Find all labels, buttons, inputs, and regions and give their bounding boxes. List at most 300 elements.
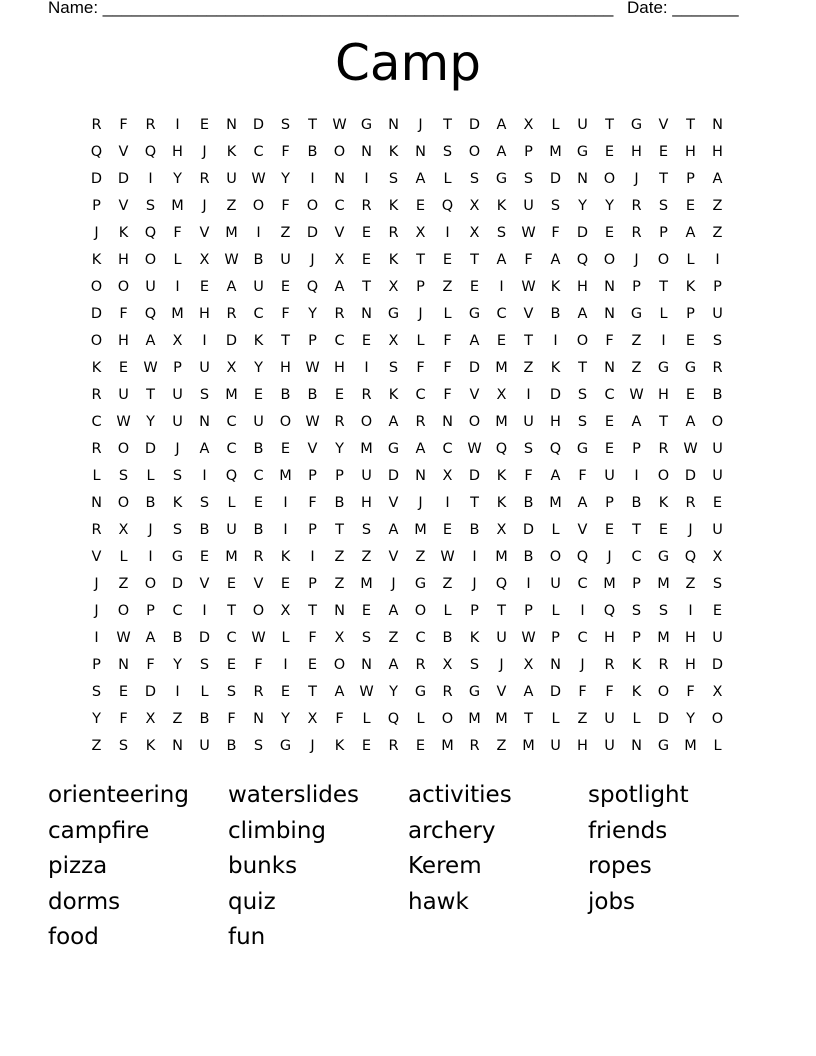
grid-letter: I (256, 224, 261, 241)
grid-letter: Q (441, 197, 454, 214)
grid-letter: O (414, 602, 427, 619)
grid-letter: D (198, 629, 211, 646)
grid-letter: E (361, 332, 372, 349)
grid-letter: Q (90, 143, 103, 160)
grid-letter: A (550, 467, 561, 484)
grid-letter: Y (281, 170, 290, 187)
grid-letter: L (200, 683, 209, 700)
grid-letter: O (306, 197, 319, 214)
grid-letter: J (202, 143, 207, 160)
grid-letter: I (580, 602, 585, 619)
grid-letter: N (361, 143, 372, 160)
grid-letter: E (226, 575, 237, 592)
grid-letter: I (364, 359, 369, 376)
grid-letter: U (118, 386, 129, 403)
grid-letter: B (550, 305, 561, 322)
grid-letter: T (227, 602, 236, 619)
grid-letter: A (199, 440, 210, 457)
grid-letter: Y (281, 710, 290, 727)
grid-letter: M (549, 494, 562, 511)
grid-letter: C (253, 467, 264, 484)
word-list-item: food (48, 924, 99, 950)
grid-letter: D (684, 467, 697, 484)
grid-letter: R (658, 440, 669, 457)
grid-letter: H (172, 143, 183, 160)
grid-letter: T (308, 683, 317, 700)
grid-letter: T (578, 359, 587, 376)
grid-letter: N (253, 710, 264, 727)
grid-letter: O (252, 602, 265, 619)
grid-letter: H (685, 629, 696, 646)
grid-letter: G (414, 683, 427, 700)
word-list-item: dorms (48, 888, 121, 915)
grid-letter: W (116, 629, 131, 646)
grid-letter: I (148, 548, 153, 565)
grid-letter: B (307, 386, 318, 403)
grid-letter: I (553, 332, 558, 349)
grid-letter: N (712, 116, 723, 133)
grid-letter: R (415, 413, 426, 430)
grid-letter: Z (118, 575, 129, 592)
grid-letter: X (712, 683, 723, 700)
grid-letter: N (442, 413, 453, 430)
grid-letter: K (118, 224, 129, 241)
grid-letter: N (604, 359, 615, 376)
grid-letter: N (388, 116, 399, 133)
grid-letter: I (283, 656, 288, 673)
grid-letter: J (418, 116, 423, 133)
grid-letter: C (415, 629, 426, 646)
grid-letter: G (576, 440, 589, 457)
grid-letter: F (578, 467, 587, 484)
grid-letter: T (308, 116, 317, 133)
grid-letter: T (524, 332, 533, 349)
word-list-item: climbing (228, 817, 326, 844)
grid-letter: C (172, 602, 183, 619)
grid-letter: J (607, 548, 612, 565)
grid-letter: Q (225, 467, 238, 484)
grid-letter: R (334, 413, 345, 430)
grid-letter: I (94, 629, 99, 646)
grid-letter: I (634, 467, 639, 484)
grid-letter: E (604, 143, 615, 160)
grid-letter: I (148, 170, 153, 187)
grid-letter: V (199, 224, 210, 241)
grid-letter: V (577, 521, 588, 538)
grid-letter: Q (387, 710, 400, 727)
grid-letter: P (146, 602, 155, 619)
grid-letter: U (712, 440, 723, 457)
grid-letter: M (657, 575, 670, 592)
grid-letter: Y (92, 710, 101, 727)
grid-letter: D (171, 575, 184, 592)
grid-letter: V (253, 575, 264, 592)
grid-letter: I (283, 521, 288, 538)
grid-letter: Q (576, 548, 589, 565)
header-line (48, 0, 748, 19)
grid-letter: Z (226, 197, 237, 214)
grid-letter: F (281, 197, 290, 214)
grid-letter: R (361, 197, 372, 214)
grid-letter: I (526, 386, 531, 403)
grid-letter: Q (495, 440, 508, 457)
grid-letter: V (388, 548, 399, 565)
grid-letter: I (526, 575, 531, 592)
grid-letter: I (175, 683, 180, 700)
grid-letter: Q (576, 251, 589, 268)
grid-letter: V (523, 305, 534, 322)
grid-letter: G (657, 737, 670, 754)
grid-letter: E (415, 737, 426, 754)
grid-letter: M (441, 737, 454, 754)
grid-letter: W (143, 359, 158, 376)
grid-letter: E (226, 656, 237, 673)
grid-letter: U (712, 467, 723, 484)
grid-letter: N (226, 116, 237, 133)
grid-letter: P (308, 575, 317, 592)
grid-letter: J (202, 197, 207, 214)
grid-letter: H (550, 413, 561, 430)
grid-letter: W (116, 413, 131, 430)
grid-letter: O (576, 332, 589, 349)
grid-letter: Y (146, 413, 155, 430)
grid-letter: F (551, 224, 560, 241)
grid-letter: L (227, 494, 236, 511)
grid-letter: K (388, 386, 399, 403)
grid-letter: E (118, 359, 129, 376)
grid-letter: E (253, 386, 264, 403)
grid-letter: Z (334, 548, 345, 565)
grid-letter: X (334, 251, 345, 268)
grid-letter: P (335, 467, 344, 484)
grid-letter: Y (254, 359, 263, 376)
grid-letter: S (199, 656, 210, 673)
grid-letter: U (712, 521, 723, 538)
grid-letter: S (658, 602, 669, 619)
grid-letter: S (91, 683, 102, 700)
grid-letter: L (443, 170, 452, 187)
grid-letter: S (469, 656, 480, 673)
grid-letter: J (94, 575, 99, 592)
grid-letter: A (334, 278, 345, 295)
grid-letter: T (686, 116, 695, 133)
grid-letter: B (199, 521, 210, 538)
grid-letter: X (496, 386, 507, 403)
grid-letter: U (523, 197, 534, 214)
grid-letter: J (175, 440, 180, 457)
letter-grid (83, 111, 731, 759)
grid-letter: B (334, 494, 345, 511)
grid-letter: D (576, 224, 589, 241)
grid-letter: G (387, 305, 400, 322)
grid-letter: U (172, 413, 183, 430)
grid-letter: O (144, 575, 157, 592)
grid-letter: H (685, 143, 696, 160)
grid-letter: P (416, 278, 425, 295)
grid-letter: B (469, 521, 480, 538)
grid-letter: S (577, 413, 588, 430)
grid-letter: U (280, 251, 291, 268)
grid-letter: N (631, 737, 642, 754)
grid-letter: A (145, 332, 156, 349)
grid-letter: P (92, 656, 101, 673)
grid-letter: G (630, 116, 643, 133)
grid-letter: I (202, 602, 207, 619)
grid-letter: A (388, 602, 399, 619)
grid-letter: R (415, 656, 426, 673)
grid-letter: E (415, 197, 426, 214)
grid-letter: U (199, 737, 210, 754)
grid-letter: B (523, 494, 534, 511)
grid-letter: A (469, 332, 480, 349)
grid-letter: N (361, 656, 372, 673)
grid-letter: W (629, 386, 644, 403)
grid-letter: Q (144, 224, 157, 241)
grid-letter: S (388, 170, 399, 187)
grid-letter: K (496, 494, 507, 511)
grid-letter: L (119, 548, 128, 565)
grid-letter: R (91, 521, 102, 538)
grid-letter: F (416, 359, 425, 376)
grid-letter: U (145, 278, 156, 295)
grid-letter: J (94, 602, 99, 619)
grid-letter: V (91, 548, 102, 565)
grid-letter: Z (685, 575, 696, 592)
grid-letter: U (604, 737, 615, 754)
word-list-item: ropes (588, 853, 652, 879)
grid-letter: O (333, 656, 346, 673)
grid-letter: A (496, 143, 507, 160)
grid-letter: N (604, 305, 615, 322)
grid-letter: J (391, 575, 396, 592)
grid-letter: X (469, 197, 480, 214)
grid-letter: E (334, 386, 345, 403)
grid-letter: Z (577, 710, 588, 727)
grid-letter: T (335, 521, 344, 538)
grid-letter: E (253, 494, 264, 511)
grid-letter: M (360, 440, 373, 457)
grid-letter: C (496, 305, 507, 322)
grid-letter: S (442, 143, 453, 160)
grid-letter: R (226, 305, 237, 322)
grid-letter: U (199, 359, 210, 376)
grid-letter: D (90, 170, 103, 187)
grid-letter: D (522, 521, 535, 538)
grid-letter: O (279, 413, 292, 430)
grid-letter: Z (496, 737, 507, 754)
grid-letter: A (523, 683, 534, 700)
grid-letter: M (171, 197, 184, 214)
grid-letter: C (631, 548, 642, 565)
grid-letter: P (632, 440, 641, 457)
name-field[interactable]: Name: ______________________________________________________ (48, 0, 614, 17)
grid-letter: C (577, 629, 588, 646)
grid-letter: U (253, 413, 264, 430)
grid-letter: K (496, 467, 507, 484)
grid-letter: O (468, 413, 481, 430)
grid-letter: W (440, 548, 455, 565)
grid-letter: M (495, 413, 508, 430)
grid-letter: W (521, 278, 536, 295)
grid-letter: D (387, 467, 400, 484)
grid-letter: C (577, 575, 588, 592)
grid-letter: M (171, 305, 184, 322)
grid-letter: E (280, 575, 291, 592)
grid-letter: O (657, 467, 670, 484)
grid-letter: K (388, 143, 399, 160)
grid-letter: E (199, 278, 210, 295)
grid-letter: H (280, 359, 291, 376)
grid-letter: X (523, 656, 534, 673)
grid-letter: D (549, 170, 562, 187)
grid-letter: D (468, 359, 481, 376)
grid-letter: R (388, 224, 399, 241)
grid-letter: S (172, 467, 183, 484)
grid-letter: T (308, 602, 317, 619)
grid-letter: E (496, 332, 507, 349)
grid-letter: E (712, 602, 723, 619)
grid-letter: Q (603, 602, 616, 619)
grid-letter: T (416, 251, 425, 268)
grid-letter: G (171, 548, 184, 565)
grid-letter: K (226, 143, 237, 160)
grid-letter: X (442, 467, 453, 484)
grid-letter: L (686, 251, 695, 268)
grid-letter: B (253, 440, 264, 457)
grid-letter: N (415, 467, 426, 484)
grid-letter: U (550, 575, 561, 592)
grid-letter: O (549, 548, 562, 565)
grid-letter: M (225, 224, 238, 241)
grid-letter: R (253, 548, 264, 565)
grid-letter: Y (605, 197, 614, 214)
grid-letter: P (551, 629, 560, 646)
grid-letter: W (251, 170, 266, 187)
grid-letter: L (416, 332, 425, 349)
grid-letter: K (550, 278, 561, 295)
grid-letter: K (253, 332, 264, 349)
word-list-item: archery (408, 817, 496, 844)
grid-letter: K (172, 494, 183, 511)
grid-letter: N (334, 602, 345, 619)
grid-letter: D (90, 305, 103, 322)
grid-letter: X (415, 224, 426, 241)
word-list-item: waterslides (228, 782, 360, 808)
grid-letter: F (443, 386, 452, 403)
grid-letter: R (361, 386, 372, 403)
grid-letter: G (279, 737, 292, 754)
grid-letter: R (604, 656, 615, 673)
grid-letter: P (308, 332, 317, 349)
grid-letter: H (658, 386, 669, 403)
grid-letter: B (172, 629, 183, 646)
grid-letter: P (632, 278, 641, 295)
grid-letter: H (118, 332, 129, 349)
grid-letter: N (334, 170, 345, 187)
word-list-item: jobs (588, 888, 636, 915)
grid-letter: K (91, 359, 102, 376)
grid-letter: I (310, 170, 315, 187)
grid-letter: C (253, 143, 264, 160)
grid-letter: T (146, 386, 155, 403)
grid-letter: M (468, 710, 481, 727)
grid-letter: O (711, 710, 724, 727)
grid-letter: Y (389, 683, 398, 700)
grid-letter: S (523, 440, 534, 457)
grid-letter: P (524, 602, 533, 619)
grid-letter: U (226, 521, 237, 538)
grid-letter: E (604, 521, 615, 538)
grid-letter: P (659, 224, 668, 241)
grid-letter: H (118, 251, 129, 268)
grid-letter: J (580, 656, 585, 673)
grid-letter: W (224, 251, 239, 268)
grid-letter: L (551, 710, 560, 727)
grid-letter: P (524, 143, 533, 160)
word-list-item: fun (228, 924, 266, 950)
grid-letter: L (362, 710, 371, 727)
grid-letter: W (332, 116, 347, 133)
grid-letter: B (145, 494, 156, 511)
grid-letter: Q (684, 548, 697, 565)
grid-letter: O (117, 494, 130, 511)
grid-letter: R (631, 197, 642, 214)
grid-letter: K (550, 359, 561, 376)
grid-letter: G (576, 143, 589, 160)
grid-letter: O (360, 413, 373, 430)
grid-letter: W (467, 440, 482, 457)
grid-letter: L (443, 305, 452, 322)
grid-letter: I (499, 278, 504, 295)
grid-letter: M (549, 143, 562, 160)
date-field[interactable]: Date: _______ (627, 0, 739, 17)
grid-letter: W (683, 440, 698, 457)
grid-letter: I (175, 278, 180, 295)
grid-letter: S (226, 683, 237, 700)
grid-letter: Z (442, 278, 453, 295)
grid-letter: S (577, 386, 588, 403)
grid-letter: S (199, 386, 210, 403)
grid-letter: N (199, 413, 210, 430)
word-list (48, 778, 768, 956)
grid-letter: X (172, 332, 183, 349)
grid-letter: E (361, 602, 372, 619)
grid-letter: G (684, 359, 697, 376)
grid-letter: U (550, 737, 561, 754)
grid-letter: A (388, 656, 399, 673)
grid-letter: E (280, 278, 291, 295)
grid-letter: A (631, 413, 642, 430)
grid-letter: K (631, 683, 642, 700)
grid-letter: O (468, 143, 481, 160)
grid-letter: M (225, 386, 238, 403)
grid-letter: B (523, 548, 534, 565)
grid-letter: A (577, 305, 588, 322)
grid-letter: R (334, 305, 345, 322)
grid-letter: T (632, 521, 641, 538)
grid-letter: N (172, 737, 183, 754)
grid-letter: U (226, 170, 237, 187)
grid-letter: N (604, 278, 615, 295)
grid-letter: F (578, 683, 587, 700)
grid-letter: A (388, 521, 399, 538)
grid-letter: M (414, 521, 427, 538)
grid-letter: D (144, 683, 157, 700)
grid-letter: B (631, 494, 642, 511)
grid-letter: U (172, 386, 183, 403)
grid-letter: J (418, 305, 423, 322)
grid-letter: P (308, 467, 317, 484)
